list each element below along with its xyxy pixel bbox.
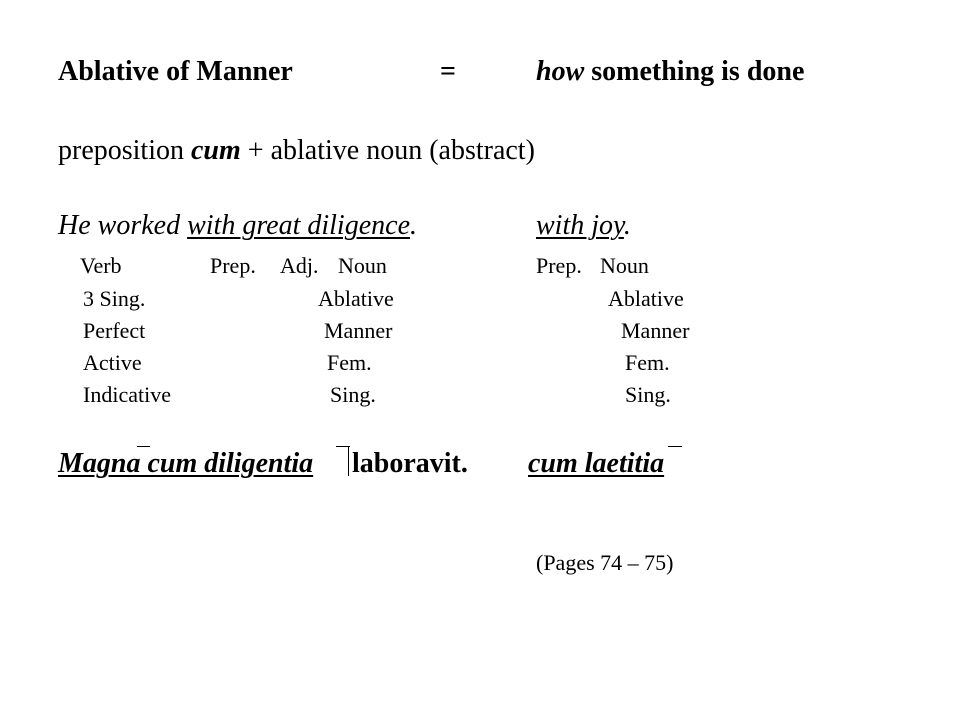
- macron-laetitia: [668, 446, 682, 447]
- analysis-noun-4: Sing.: [330, 382, 376, 407]
- analysis-verb-3: Active: [83, 350, 142, 375]
- rule-line: [58, 137, 535, 165]
- english-alt-underlined: with joy: [536, 210, 624, 241]
- english-alt-end: .: [623, 210, 631, 241]
- analysis-noun-3: Fem.: [327, 350, 372, 375]
- heading-definition-rest: something is done: [584, 56, 805, 87]
- heading-term: Ablative of Manner: [58, 56, 293, 87]
- macron-magna: [137, 446, 150, 447]
- english-end: .: [410, 210, 417, 241]
- analysis-alt-noun-3: Fem.: [625, 350, 670, 375]
- heading-definition: [536, 58, 804, 86]
- macron-diligentia-tick: [348, 446, 349, 476]
- analysis-verb-1: 3 Sing.: [83, 286, 146, 311]
- english-underlined: with great diligence: [187, 210, 410, 241]
- page-reference: (Pages 74 – 75): [536, 550, 674, 575]
- analysis-noun-0: Noun: [338, 253, 387, 278]
- analysis-noun-2: Manner: [324, 318, 393, 343]
- rule-before: preposition: [58, 135, 191, 166]
- analysis-alt-noun-1: Ablative: [608, 286, 684, 311]
- analysis-prep: Prep.: [210, 253, 256, 278]
- english-start: He worked: [58, 210, 188, 241]
- analysis-alt-prep: Prep.: [536, 253, 582, 278]
- heading-definition-italic: how: [536, 56, 585, 87]
- analysis-verb-2: Perfect: [83, 318, 146, 343]
- analysis-alt-noun-4: Sing.: [625, 382, 671, 407]
- english-sentence: [58, 212, 417, 240]
- english-alt: [536, 212, 631, 240]
- analysis-noun-1: Ablative: [318, 286, 394, 311]
- heading-equals: =: [440, 56, 456, 87]
- analysis-verb-0: Verb: [80, 253, 122, 278]
- analysis-adj: Adj.: [280, 253, 319, 278]
- analysis-verb-4: Indicative: [83, 382, 171, 407]
- latin-verb: laboravit.: [352, 448, 468, 479]
- analysis-alt-noun-2: Manner: [621, 318, 690, 343]
- analysis-alt-noun-0: Noun: [600, 253, 649, 278]
- rule-preposition: cum: [191, 135, 241, 166]
- latin-alt-phrase: cum laetitia: [528, 448, 665, 479]
- latin-phrase: Magna cum diligentia: [58, 448, 314, 479]
- rule-after: + ablative noun (abstract): [240, 135, 535, 166]
